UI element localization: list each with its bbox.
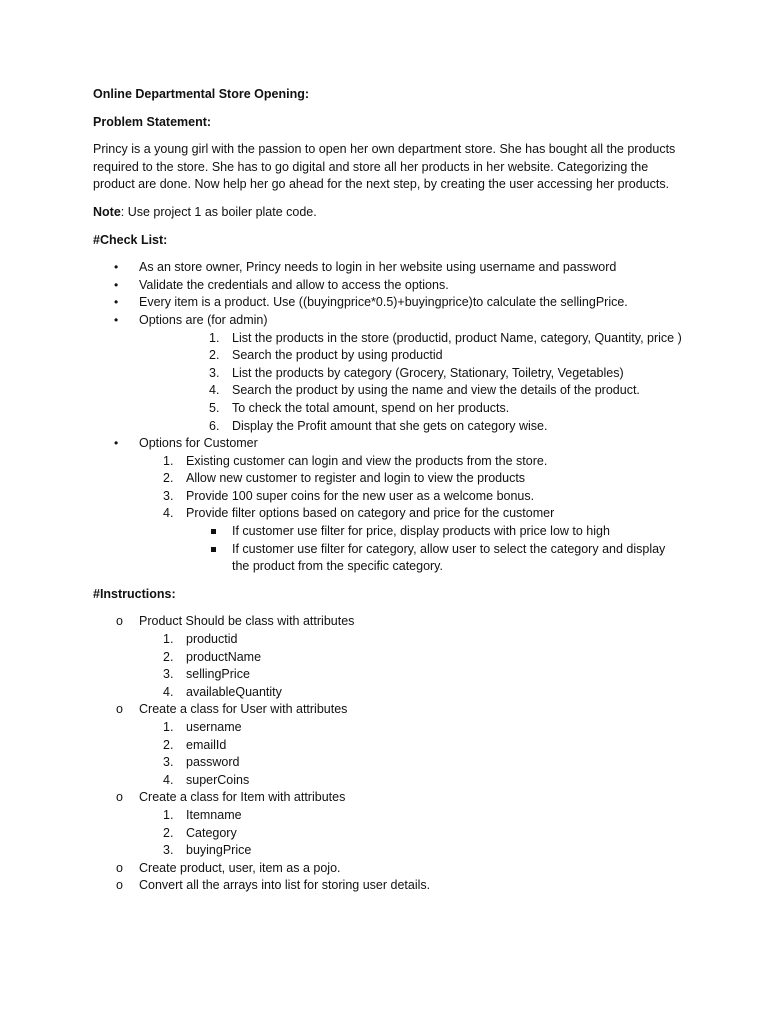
filter-option-text: If customer use filter for category, allow user to select the category and display the product from the specific category. bbox=[232, 541, 666, 574]
checklist-heading: #Check List: bbox=[93, 232, 168, 247]
item-attributes-list bbox=[93, 807, 683, 860]
checklist-item-text: Every item is a product. Use ((buyingprice*0.5)+buyingprice)to calculate the sellingPrice. bbox=[139, 295, 628, 310]
attribute-text: sellingPrice bbox=[186, 667, 250, 682]
product-attributes-list bbox=[93, 631, 683, 701]
admin-option bbox=[93, 400, 683, 418]
attribute-item bbox=[93, 684, 683, 702]
document-title: Online Departmental Store Opening: bbox=[93, 87, 309, 101]
attribute-text: Itemname bbox=[186, 807, 242, 822]
checklist-item bbox=[93, 294, 683, 312]
number-marker: 2. bbox=[163, 737, 174, 752]
customer-option-text: Allow new customer to register and login to view the products bbox=[186, 471, 526, 486]
filter-option bbox=[93, 541, 683, 576]
instruction-item bbox=[93, 789, 683, 859]
attribute-text: superCoins bbox=[186, 772, 250, 787]
circle-marker: o bbox=[116, 790, 123, 805]
customer-option-text: Provide 100 super coins for the new user as a welcome bonus. bbox=[186, 488, 535, 503]
attribute-item bbox=[93, 754, 683, 772]
attribute-item bbox=[93, 719, 683, 737]
bullet-marker: • bbox=[114, 277, 119, 292]
instruction-item bbox=[93, 613, 683, 701]
number-marker: 3. bbox=[209, 365, 220, 380]
checklist-item bbox=[93, 435, 683, 576]
document-page bbox=[93, 86, 683, 895]
number-marker: 1. bbox=[163, 807, 174, 822]
number-marker: 1. bbox=[163, 453, 174, 468]
bullet-marker: • bbox=[114, 260, 119, 275]
customer-option bbox=[93, 470, 683, 488]
checklist bbox=[93, 259, 683, 576]
instruction-item bbox=[93, 701, 683, 789]
number-marker: 3. bbox=[163, 843, 174, 858]
number-marker: 2. bbox=[163, 649, 174, 664]
attribute-item bbox=[93, 807, 683, 825]
filter-option bbox=[93, 523, 683, 541]
instruction-text: Create a class for User with attributes bbox=[139, 702, 348, 717]
instruction-text: Create a class for Item with attributes bbox=[139, 790, 346, 805]
admin-option bbox=[93, 382, 683, 400]
attribute-text: productName bbox=[186, 649, 262, 664]
instruction-text: Convert all the arrays into list for storing user details. bbox=[139, 878, 431, 893]
circle-marker: o bbox=[116, 878, 123, 893]
number-marker: 5. bbox=[209, 400, 220, 415]
number-marker: 1. bbox=[163, 632, 174, 647]
admin-option-text: Search the product by using the name and view the details of the product. bbox=[232, 383, 640, 398]
admin-option-text: Display the Profit amount that she gets on category wise. bbox=[232, 418, 548, 433]
note-paragraph bbox=[93, 204, 683, 222]
customer-option bbox=[93, 453, 683, 471]
checklist-item-text: Options for Customer bbox=[139, 436, 258, 451]
number-marker: 1. bbox=[163, 720, 174, 734]
checklist-item-text: As an store owner, Princy needs to login in her website using username and password bbox=[139, 260, 617, 275]
attribute-item bbox=[93, 631, 683, 649]
number-marker: 4. bbox=[209, 383, 220, 398]
checklist-item bbox=[93, 277, 683, 295]
attribute-text: username bbox=[186, 720, 242, 734]
attribute-text: emailId bbox=[186, 737, 227, 752]
admin-option bbox=[93, 365, 683, 383]
admin-option-text: List the products in the store (productid, product Name, category, Quantity, price ) bbox=[232, 330, 682, 345]
number-marker: 6. bbox=[209, 418, 220, 433]
attribute-item bbox=[93, 825, 683, 843]
instruction-item bbox=[93, 877, 683, 895]
instruction-text: Product Should be class with attributes bbox=[139, 614, 355, 629]
attribute-text: Category bbox=[186, 825, 237, 840]
problem-statement-text: Princy is a young girl with the passion to open her own department store. She has bought all the products required to the store. She has to go digital and store all her products in her website. Categorizing the product are done. Now help her go ahead for the next step, by creating the user accessing her products. bbox=[93, 142, 676, 192]
attribute-item bbox=[93, 666, 683, 684]
filter-options-list bbox=[93, 523, 683, 576]
number-marker: 2. bbox=[163, 825, 174, 840]
number-marker: 4. bbox=[163, 506, 174, 521]
admin-option-text: List the products by category (Grocery, Stationary, Toiletry, Vegetables) bbox=[232, 365, 624, 380]
square-bullet-icon bbox=[211, 547, 216, 552]
admin-options-list bbox=[93, 330, 683, 436]
attribute-text: password bbox=[186, 755, 240, 770]
admin-option-text: Search the product by using productid bbox=[232, 348, 443, 363]
number-marker: 2. bbox=[163, 471, 174, 486]
bullet-marker: • bbox=[114, 436, 119, 451]
attribute-item bbox=[93, 772, 683, 790]
note-text: : Use project 1 as boiler plate code. bbox=[120, 204, 317, 219]
number-marker: 2. bbox=[209, 348, 220, 363]
checklist-item bbox=[93, 312, 683, 435]
attribute-text: availableQuantity bbox=[186, 684, 282, 699]
attribute-text: buyingPrice bbox=[186, 843, 252, 858]
number-marker: 3. bbox=[163, 488, 174, 503]
instructions-list bbox=[93, 613, 683, 895]
square-bullet-icon bbox=[211, 529, 216, 534]
number-marker: 4. bbox=[163, 772, 174, 787]
circle-marker: o bbox=[116, 614, 123, 629]
attribute-text: productid bbox=[186, 632, 238, 647]
circle-marker: o bbox=[116, 702, 123, 717]
bullet-marker: • bbox=[114, 295, 119, 310]
number-marker: 3. bbox=[163, 755, 174, 770]
admin-option bbox=[93, 330, 683, 348]
customer-option bbox=[93, 505, 683, 575]
customer-option-text: Existing customer can login and view the products from the store. bbox=[186, 453, 548, 468]
problem-statement-heading: Problem Statement: bbox=[93, 114, 212, 129]
number-marker: 3. bbox=[163, 667, 174, 682]
attribute-item bbox=[93, 842, 683, 860]
filter-option-text: If customer use filter for price, display products with price low to high bbox=[232, 524, 610, 539]
bullet-marker: • bbox=[114, 312, 119, 327]
instructions-heading: #Instructions: bbox=[93, 586, 176, 601]
user-attributes-list bbox=[93, 719, 683, 789]
note-label: Note bbox=[93, 204, 121, 219]
instruction-item bbox=[93, 860, 683, 878]
instruction-text: Create product, user, item as a pojo. bbox=[139, 860, 341, 875]
checklist-item-text: Options are (for admin) bbox=[139, 312, 268, 327]
attribute-item bbox=[93, 737, 683, 755]
admin-option bbox=[93, 347, 683, 365]
customer-options-list bbox=[93, 453, 683, 576]
attribute-item bbox=[93, 649, 683, 667]
number-marker: 1. bbox=[209, 330, 220, 345]
checklist-item bbox=[93, 259, 683, 277]
customer-option bbox=[93, 488, 683, 506]
admin-option bbox=[93, 418, 683, 436]
admin-option-text: To check the total amount, spend on her products. bbox=[232, 400, 510, 415]
circle-marker: o bbox=[116, 860, 123, 875]
checklist-item-text: Validate the credentials and allow to access the options. bbox=[139, 277, 449, 292]
number-marker: 4. bbox=[163, 684, 174, 699]
customer-option-text: Provide filter options based on category and price for the customer bbox=[186, 506, 555, 521]
